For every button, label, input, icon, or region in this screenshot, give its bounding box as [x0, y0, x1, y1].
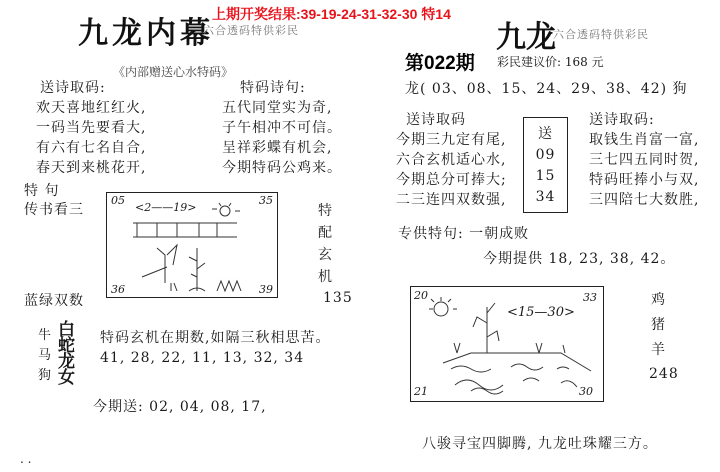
- right-subtitle: 六合透码特供彩民: [553, 28, 649, 41]
- zodiac-char: 猪: [651, 317, 666, 333]
- banner-label: 上期开奖结果:: [212, 6, 301, 22]
- banner-special: 特14: [421, 6, 451, 22]
- poem1-line: 春天到来桃花开,: [36, 160, 147, 176]
- corner-br: 30: [579, 385, 593, 398]
- poem2-line: 五代同堂实为奇,: [222, 100, 333, 116]
- poem1-line: 今期三九定有尾,: [396, 132, 507, 148]
- zodiac-small: [38, 326, 52, 386]
- mystery-line: 特码玄机在期数,如隔三秋相思苦。: [100, 330, 331, 346]
- zodiac-char: 女: [58, 368, 75, 388]
- poem2-heading: 送诗取码:: [589, 112, 655, 128]
- zodiac-big: [58, 322, 75, 386]
- send-number: 09: [535, 147, 556, 163]
- poem2-line: 呈祥彩蝶有机会,: [222, 140, 333, 156]
- corner-bl: 21: [414, 385, 428, 398]
- mystery-numbers: 41, 28, 22, 11, 13, 32, 34: [100, 350, 305, 366]
- send-box: [523, 117, 568, 213]
- zodiac-char: 牛: [38, 328, 53, 343]
- send-number: 34: [535, 189, 556, 205]
- poem1-line: 有六有七名自合,: [36, 140, 147, 156]
- right-zodiac-number: 248: [649, 366, 679, 382]
- left-title: 九龙内幕: [78, 16, 214, 51]
- right-title: 九龙: [496, 20, 556, 55]
- dragon-dog-numbers: 龙( 03、08、15、24、29、38、42) 狗: [405, 81, 688, 97]
- suggested-price: 彩民建议价: 168 元: [497, 55, 604, 69]
- zodiac-char: 鸡: [651, 292, 666, 308]
- poem2-line: 取钱生肖富一富,: [589, 132, 700, 148]
- right-poem2: [589, 110, 699, 210]
- right-poem1: [396, 110, 507, 210]
- poem2-line: 子午相冲不可信。: [222, 120, 342, 136]
- poem1-line: 欢天喜地红红火,: [36, 100, 147, 116]
- sketch-drawing: [411, 287, 603, 401]
- corner-tl: 05: [111, 194, 125, 207]
- zodiac-char: 羊: [651, 342, 666, 358]
- poem2-line: 今期特码公鸡来。: [222, 160, 342, 176]
- poem1-heading: 送诗取码:: [40, 80, 106, 96]
- footer-dots: . .: [20, 452, 32, 466]
- poem1-line: 六合玄机适心水,: [396, 152, 507, 168]
- right-special-phrase: 专供特句: 一朝成败: [398, 226, 530, 242]
- left-sketch-picture: [106, 192, 278, 298]
- corner-br: 39: [259, 283, 273, 296]
- special-phrase-label: 特 句: [24, 183, 60, 199]
- left-poem2: [222, 78, 342, 178]
- poem2-heading: 特码诗句:: [240, 80, 306, 96]
- sketch-drawing: [107, 193, 277, 297]
- zodiac-char: 狗: [38, 368, 53, 383]
- vertical-char: 机: [318, 269, 333, 285]
- today-provide: 今期提供 18, 23, 38, 42。: [483, 251, 676, 267]
- vertical-char: 玄: [318, 247, 333, 263]
- poem1-line: 今期总分可捧大;: [396, 172, 507, 188]
- corner-tl: 20: [414, 289, 428, 302]
- left-vertical-hint: [318, 200, 333, 288]
- special-phrase: 传书看三: [24, 202, 84, 218]
- vertical-char: 配: [318, 225, 333, 241]
- poem1-line: 二三连四双数强,: [396, 192, 507, 208]
- poem2-line: 三四陪七大数胜,: [589, 192, 700, 208]
- poem2-line: 三七四五同时贺,: [589, 152, 700, 168]
- poem2-line: 特码旺捧小与双,: [589, 172, 700, 188]
- send-label: 送: [538, 126, 553, 142]
- zodiac-char: 白: [58, 320, 75, 340]
- today-send: 今期送: 02, 04, 08, 17,: [93, 399, 267, 415]
- send-number: 15: [535, 168, 556, 184]
- zodiac-char: 蛇: [58, 336, 75, 356]
- poem1-line: 一码当先要看大,: [36, 120, 147, 136]
- poem1-heading: 送诗取码: [406, 112, 466, 128]
- last-draw-banner: [212, 4, 451, 24]
- right-sketch-picture: [410, 286, 604, 402]
- left-header-tag: 《内部赠送心水特码》: [113, 65, 234, 79]
- corner-tr: 35: [259, 194, 273, 207]
- vertical-char: 特: [318, 203, 333, 219]
- corner-tr: 33: [583, 291, 597, 304]
- issue-number: 第022期: [405, 53, 475, 74]
- left-hint-number: 135: [323, 290, 353, 306]
- closing-poem: 八骏寻宝四脚腾, 九龙吐珠耀三方。: [422, 436, 658, 452]
- banner-numbers: 39-19-24-31-32-30: [300, 6, 418, 22]
- zodiac-char: 龙: [58, 352, 75, 372]
- right-zodiac-vertical: [651, 288, 666, 363]
- blue-green-label: 蓝绿双数: [24, 293, 84, 309]
- zodiac-char: 马: [38, 348, 53, 363]
- left-subtitle: 六合透码特供彩民: [203, 24, 299, 37]
- left-poem1: [36, 78, 146, 178]
- range-label: <15—30>: [507, 305, 575, 320]
- corner-bl: 36: [111, 283, 125, 296]
- range-label: <2——19>: [135, 201, 197, 214]
